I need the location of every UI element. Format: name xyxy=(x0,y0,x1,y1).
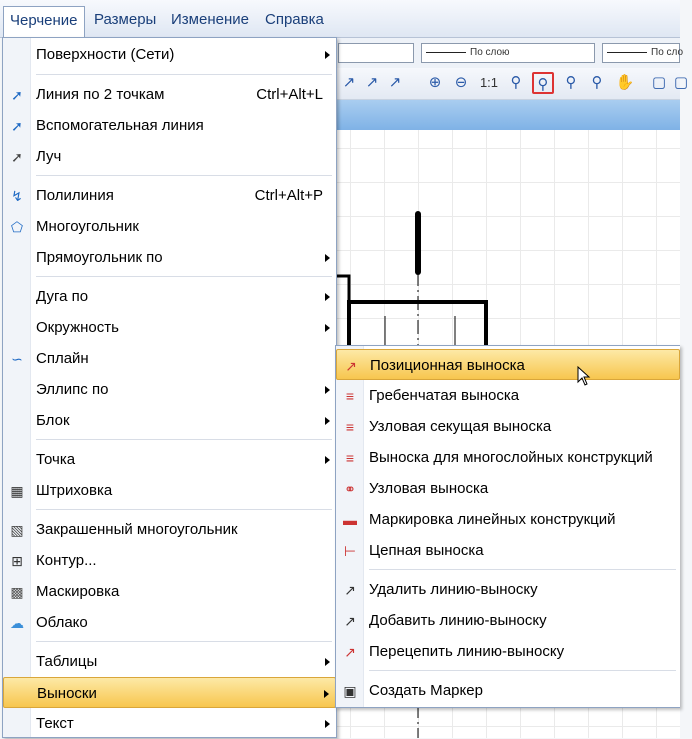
leader-tool-icon[interactable]: ↗ xyxy=(342,74,356,91)
menu-item-rectangle[interactable]: Прямоугольник по xyxy=(3,242,336,273)
zoom-out-icon[interactable]: ⊖ xyxy=(454,74,468,91)
menu-item-construction-line[interactable]: ➚ Вспомогательная линия xyxy=(3,110,336,141)
menu-item-block[interactable]: Блок xyxy=(3,405,336,436)
leader-add-tool-icon[interactable]: ↗ xyxy=(365,74,379,91)
cloud-icon: ☁ xyxy=(10,615,24,631)
menu-item-ellipse[interactable]: Эллипс по xyxy=(3,374,336,405)
menu-modify[interactable]: Изменение xyxy=(171,11,249,28)
zoom-in-icon[interactable]: ⊕ xyxy=(428,74,442,91)
menu-item-wipeout[interactable]: ▩ Маскировка xyxy=(3,576,336,607)
filled-polygon-icon: ▧ xyxy=(10,522,24,538)
menu-item-surfaces[interactable]: Поверхности (Сети) xyxy=(3,39,336,70)
menu-help[interactable]: Справка xyxy=(265,11,324,28)
leaders-submenu xyxy=(335,345,680,708)
linetype-combo[interactable]: По слою xyxy=(421,43,595,63)
submenu-arrow-icon xyxy=(325,324,330,332)
reattach-leader-line-icon: ↗ xyxy=(344,644,356,660)
submenu-item-multilayer-leader[interactable]: ≡ Выноска для многослойных конструкций xyxy=(336,442,680,473)
submenu-arrow-icon xyxy=(325,254,330,262)
chain-leader-icon: ⊢ xyxy=(343,543,357,559)
menu-item-tables[interactable]: Таблицы xyxy=(3,646,336,677)
menu-item-hatch[interactable]: ▦ Штриховка xyxy=(3,475,336,506)
menu-item-point[interactable]: Точка xyxy=(3,444,336,475)
add-leader-line-icon: ↗ xyxy=(344,613,356,629)
menu-bar xyxy=(0,0,680,38)
comb-leader-icon: ≡ xyxy=(345,388,355,404)
submenu-item-node-leader[interactable]: ⚭ Узловая выноска xyxy=(336,473,680,504)
submenu-item-linear-marking[interactable]: ▬ Маркировка линейных конструкций xyxy=(336,504,680,535)
drawing-menu xyxy=(2,37,337,738)
multilayer-leader-icon: ≡ xyxy=(345,450,355,466)
menu-item-leaders[interactable]: Выноски xyxy=(3,677,336,708)
menu-dimensions[interactable]: Размеры xyxy=(94,11,157,28)
submenu-item-add-leader-line[interactable]: ↗ Добавить линию-выноску xyxy=(336,605,680,636)
node-cut-leader-icon: ≡ xyxy=(345,419,355,435)
submenu-arrow-icon xyxy=(325,386,330,394)
menu-drawing[interactable]: Черчение xyxy=(3,6,85,38)
document-tab-band xyxy=(336,100,680,130)
wipeout-icon: ▩ xyxy=(10,584,24,600)
menu-item-spline[interactable]: ∽ Сплайн xyxy=(3,343,336,374)
line-icon: ➚ xyxy=(11,87,23,103)
submenu-arrow-icon xyxy=(325,293,330,301)
ray-icon: ➚ xyxy=(11,149,23,165)
submenu-item-node-cut-leader[interactable]: ≡ Узловая секущая выноска xyxy=(336,411,680,442)
submenu-arrow-icon xyxy=(325,456,330,464)
menu-item-cloud[interactable]: ☁ Облако xyxy=(3,607,336,638)
submenu-arrow-icon xyxy=(324,690,329,698)
spline-icon: ∽ xyxy=(11,351,23,367)
submenu-arrow-icon xyxy=(325,51,330,59)
view-3d-2-icon[interactable]: ▢ xyxy=(673,74,689,91)
submenu-item-comb-leader[interactable]: ≡ Гребенчатая выноска xyxy=(336,380,680,411)
mouse-cursor-icon xyxy=(577,366,591,386)
menu-item-circle[interactable]: Окружность xyxy=(3,312,336,343)
contour-icon: ⊞ xyxy=(11,553,23,569)
position-leader-icon: ↗ xyxy=(345,358,357,374)
polyline-icon: ↯ xyxy=(11,188,23,204)
create-marker-icon: ▣ xyxy=(343,683,357,699)
zoom-realtime-icon[interactable]: ⚲ xyxy=(591,74,603,91)
zoom-extents-icon[interactable]: ⚲ xyxy=(532,72,554,94)
remove-leader-line-icon: ↗ xyxy=(344,582,356,598)
submenu-item-create-marker[interactable]: ▣ Создать Маркер xyxy=(336,675,680,706)
submenu-item-position-leader[interactable]: ↗ Позиционная выноска xyxy=(336,349,680,380)
polygon-icon: ⬠ xyxy=(10,219,24,235)
submenu-arrow-icon xyxy=(325,658,330,666)
leader-reattach-tool-icon[interactable]: ↗ xyxy=(388,74,402,91)
menu-item-line[interactable]: ➚ Линия по 2 точкам Ctrl+Alt+L xyxy=(3,79,336,110)
zoom-previous-icon[interactable]: ⚲ xyxy=(565,74,577,91)
menu-item-arc[interactable]: Дуга по xyxy=(3,281,336,312)
construction-line-icon: ➚ xyxy=(11,118,23,134)
pan-hand-icon[interactable]: ✋ xyxy=(615,74,635,91)
linear-marking-icon: ▬ xyxy=(343,512,357,528)
menu-item-polyline[interactable]: ↯ Полилиния Ctrl+Alt+P xyxy=(3,180,336,211)
lineweight-combo[interactable]: По сло xyxy=(602,43,680,63)
menu-item-filled-polygon[interactable]: ▧ Закрашенный многоугольник xyxy=(3,514,336,545)
zoom-1-1-icon[interactable]: 1:1 xyxy=(479,75,499,90)
layer-combo-1[interactable] xyxy=(338,43,414,63)
submenu-item-reattach-leader-line[interactable]: ↗ Перецепить линию-выноску xyxy=(336,636,680,667)
view-3d-icon[interactable]: ▢ xyxy=(651,74,667,91)
submenu-arrow-icon xyxy=(325,417,330,425)
submenu-item-remove-leader-line[interactable]: ↗ Удалить линию-выноску xyxy=(336,574,680,605)
hatch-icon: ▦ xyxy=(10,483,24,499)
menu-item-polygon[interactable]: ⬠ Многоугольник xyxy=(3,211,336,242)
node-leader-icon: ⚭ xyxy=(344,481,356,497)
submenu-item-chain-leader[interactable]: ⊢ Цепная выноска xyxy=(336,535,680,566)
submenu-arrow-icon xyxy=(325,720,330,728)
menu-item-ray[interactable]: ➚ Луч xyxy=(3,141,336,172)
menu-item-contour[interactable]: ⊞ Контур... xyxy=(3,545,336,576)
menu-item-text[interactable]: Текст xyxy=(3,708,336,739)
zoom-window-icon[interactable]: ⚲ xyxy=(510,74,522,91)
